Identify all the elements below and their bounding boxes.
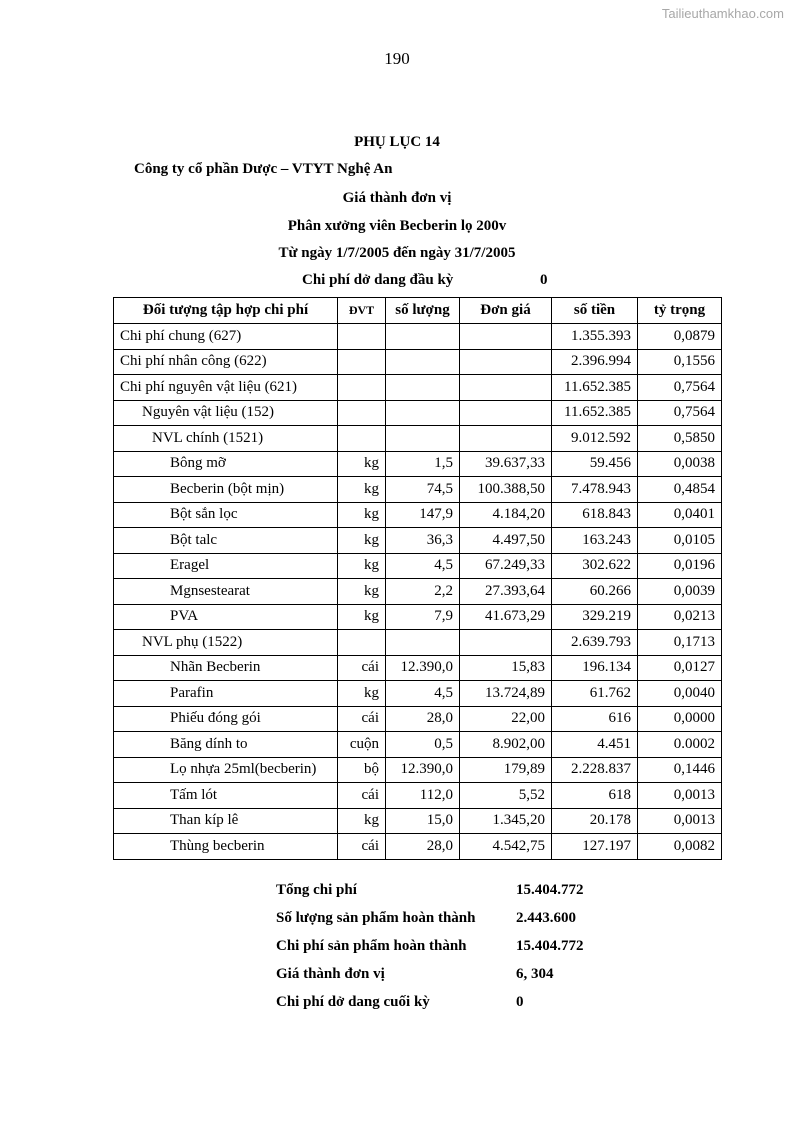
cell-unit: kg [338,579,386,605]
cell-unit [338,426,386,452]
table-row [114,553,722,579]
cell-item: Bông mỡ [114,451,338,477]
cell-qty: 4,5 [386,681,460,707]
cell-qty: 4,5 [386,553,460,579]
cell-item: Mgnsestearat [114,579,338,605]
cell-unit [338,400,386,426]
opening-wip [302,272,548,289]
cell-item: Chi phí nguyên vật liệu (621) [114,375,338,401]
cell-price: 67.249,33 [460,553,552,579]
cell-unit: kg [338,681,386,707]
cell-price: 100.388,50 [460,477,552,503]
header-qty: số lượng [386,298,460,324]
cell-price: 15,83 [460,655,552,681]
cell-price [460,324,552,350]
cell-qty: 147,9 [386,502,460,528]
cell-amount: 2.639.793 [552,630,638,656]
table-row [114,808,722,834]
cell-qty [386,324,460,350]
cell-ratio: 0,0196 [638,553,722,579]
cell-qty [386,400,460,426]
cell-item: Tấm lót [114,783,338,809]
cell-price [460,349,552,375]
cell-qty [386,375,460,401]
page-number: 190 [384,49,410,68]
cell-price: 4.497,50 [460,528,552,554]
cell-amount: 302.622 [552,553,638,579]
cell-ratio: 0,7564 [638,400,722,426]
cell-item: Chi phí chung (627) [114,324,338,350]
cell-ratio: 0,0000 [638,706,722,732]
table-row [114,324,722,350]
cell-qty: 74,5 [386,477,460,503]
cell-ratio: 0,7564 [638,375,722,401]
cell-qty: 12.390,0 [386,655,460,681]
cell-ratio: 0,1556 [638,349,722,375]
cell-ratio: 0,0082 [638,834,722,860]
table-row [114,630,722,656]
cell-item: Becberin (bột mịn) [114,477,338,503]
cell-price: 179,89 [460,757,552,783]
cell-amount: 163.243 [552,528,638,554]
cell-price: 27.393,64 [460,579,552,605]
cell-price [460,426,552,452]
header-amount: số tiền [552,298,638,324]
cell-item: Bột talc [114,528,338,554]
cell-ratio: 0,0401 [638,502,722,528]
table-row [114,502,722,528]
cell-item: Chi phí nhân công (622) [114,349,338,375]
cell-amount: 11.652.385 [552,375,638,401]
cell-price: 4.184,20 [460,502,552,528]
cell-qty: 28,0 [386,706,460,732]
cell-qty: 15,0 [386,808,460,834]
cell-item: Bột sắn lọc [114,502,338,528]
summary-label: Số lượng sản phẩm hoàn thành [276,910,476,926]
table-row [114,349,722,375]
cell-unit: kg [338,808,386,834]
cell-price [460,630,552,656]
cell-unit: cái [338,783,386,809]
summary-value: 0 [516,994,524,1010]
cell-item: Than kíp lê [114,808,338,834]
cell-amount: 60.266 [552,579,638,605]
cell-qty: 7,9 [386,604,460,630]
opening-wip-label: Chi phí dở dang đầu kỳ [302,272,454,288]
cell-qty: 36,3 [386,528,460,554]
table-row [114,477,722,503]
cell-ratio: 0,1713 [638,630,722,656]
cell-amount: 618.843 [552,502,638,528]
cell-item: Băng dính to [114,732,338,758]
cell-qty: 0,5 [386,732,460,758]
table-row [114,426,722,452]
cell-price: 5,52 [460,783,552,809]
cell-unit [338,324,386,350]
cell-qty: 28,0 [386,834,460,860]
cell-item: NVL chính (1521) [114,426,338,452]
cell-price [460,400,552,426]
cell-ratio: 0,0039 [638,579,722,605]
table-row [114,604,722,630]
cell-price: 4.542,75 [460,834,552,860]
cell-price: 1.345,20 [460,808,552,834]
cell-ratio: 0,0105 [638,528,722,554]
cell-amount: 20.178 [552,808,638,834]
cell-amount: 11.652.385 [552,400,638,426]
cell-amount: 127.197 [552,834,638,860]
cell-qty: 2,2 [386,579,460,605]
cell-unit [338,375,386,401]
cell-qty [386,426,460,452]
cell-item: Nguyên vật liệu (152) [114,400,338,426]
cell-unit: kg [338,477,386,503]
table-row [114,834,722,860]
cell-price: 8.902,00 [460,732,552,758]
cell-item: Thùng becberin [114,834,338,860]
summary-label: Chi phí dở dang cuối kỳ [276,994,430,1010]
table-header-row [114,298,722,324]
cell-qty: 1,5 [386,451,460,477]
table-row [114,732,722,758]
cell-amount: 2.396.994 [552,349,638,375]
cell-qty: 12.390,0 [386,757,460,783]
cell-ratio: 0.0002 [638,732,722,758]
cell-ratio: 0,0127 [638,655,722,681]
cell-price: 39.637,33 [460,451,552,477]
cell-unit: kg [338,528,386,554]
cell-ratio: 0,0013 [638,808,722,834]
company-name: Công ty cổ phần Dược – VTYT Nghệ An [134,161,393,177]
cell-ratio: 0,5850 [638,426,722,452]
header-unit: ĐVT [338,298,386,324]
summary-value: 6, 304 [516,966,554,982]
cell-qty: 112,0 [386,783,460,809]
cell-amount: 4.451 [552,732,638,758]
watermark: Tailieuthamkhao.com [661,6,784,21]
table-row [114,757,722,783]
cell-unit: kg [338,451,386,477]
cell-amount: 9.012.592 [552,426,638,452]
cost-table [113,297,722,860]
cell-amount: 2.228.837 [552,757,638,783]
summary-value: 2.443.600 [516,910,576,926]
cell-amount: 616 [552,706,638,732]
summary-label: Tổng chi phí [276,882,357,898]
cell-unit: cái [338,706,386,732]
cell-amount: 7.478.943 [552,477,638,503]
cell-unit: cái [338,834,386,860]
cell-amount: 61.762 [552,681,638,707]
header-ratio: tỷ trọng [638,298,722,324]
report-title: Giá thành đơn vị [342,190,452,206]
table-row [114,681,722,707]
cell-ratio: 0,0013 [638,783,722,809]
cell-ratio: 0,0213 [638,604,722,630]
cell-ratio: 0,4854 [638,477,722,503]
cell-ratio: 0,1446 [638,757,722,783]
header-price: Đơn giá [460,298,552,324]
header-item: Đối tượng tập hợp chi phí [114,298,338,324]
cell-qty [386,630,460,656]
table-row [114,655,722,681]
table-row [114,528,722,554]
summary-label: Chi phí sản phẩm hoàn thành [276,938,467,954]
cell-ratio: 0,0879 [638,324,722,350]
cell-item: Nhãn Becberin [114,655,338,681]
summary-value: 15.404.772 [516,882,584,898]
cell-item: Parafin [114,681,338,707]
table-row [114,783,722,809]
cell-price: 13.724,89 [460,681,552,707]
cell-price: 41.673,29 [460,604,552,630]
cell-qty [386,349,460,375]
cell-unit: cái [338,655,386,681]
cell-item: Lọ nhựa 25ml(becberin) [114,757,338,783]
cell-unit: kg [338,604,386,630]
table-row [114,400,722,426]
cell-item: Phiếu đóng gói [114,706,338,732]
cell-unit: bộ [338,757,386,783]
cell-unit: kg [338,553,386,579]
table-row [114,451,722,477]
report-period: Từ ngày 1/7/2005 đến ngày 31/7/2005 [278,245,516,261]
summary-value: 15.404.772 [516,938,584,954]
table-row [114,706,722,732]
cell-item: PVA [114,604,338,630]
cell-ratio: 0,0040 [638,681,722,707]
cell-unit: kg [338,502,386,528]
cell-amount: 329.219 [552,604,638,630]
cell-ratio: 0,0038 [638,451,722,477]
cell-item: NVL phụ (1522) [114,630,338,656]
opening-wip-value: 0 [540,272,548,288]
cell-unit: cuộn [338,732,386,758]
cell-item: Eragel [114,553,338,579]
cell-unit [338,349,386,375]
summary-label: Giá thành đơn vị [276,966,385,982]
cell-amount: 618 [552,783,638,809]
table-row [114,375,722,401]
cell-price: 22,00 [460,706,552,732]
cell-amount: 196.134 [552,655,638,681]
workshop-name: Phân xưởng viên Becberin lọ 200v [287,218,507,234]
cell-price [460,375,552,401]
table-row [114,579,722,605]
cell-amount: 59.456 [552,451,638,477]
appendix-title: PHỤ LỤC 14 [354,134,440,150]
cell-amount: 1.355.393 [552,324,638,350]
cell-unit [338,630,386,656]
